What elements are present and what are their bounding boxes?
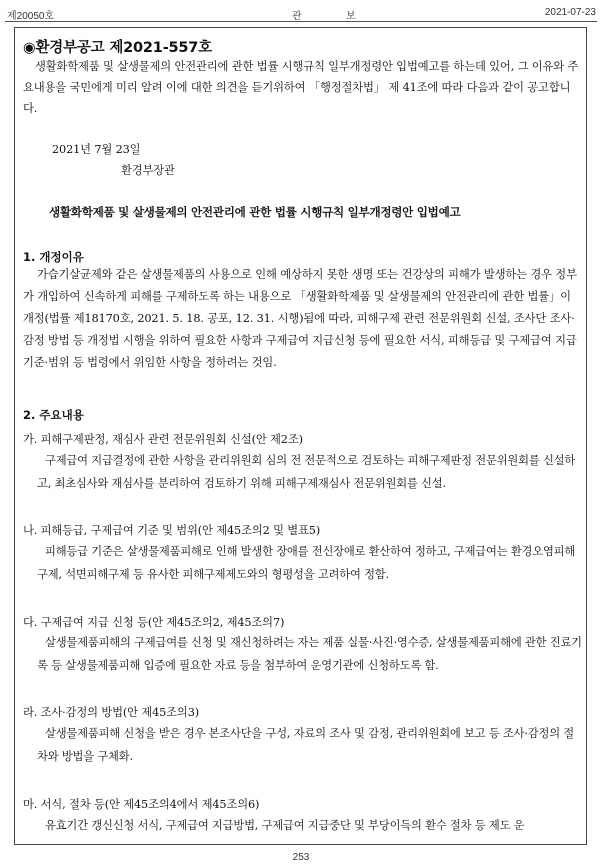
- notice-frame: [14, 27, 587, 845]
- item-text-b: 피해등급 기준은 살생물제품피해로 인해 발생한 장애를 전신장애로 환산하여 정하고, 구제급여는 환경오염피해구제, 석면피해구제 등 유사한 피해구제제도와의 형평성을 고려하여 정함.: [37, 545, 576, 581]
- header-center-2: 보: [346, 11, 356, 22]
- header-divider: [5, 21, 597, 22]
- item-title-c: 다. 구제급여 지급 신청 등(안 제45조의2, 제45조의7): [23, 616, 285, 629]
- section-heading-main: 2. 주요내용: [23, 408, 84, 422]
- item-text-c: 살생물제품피해의 구제급여를 신청 및 재신청하려는 자는 제품 실물·사진·영수증, 살생물제품피해에 관한 진료기록 등 살생물제품피해 입증에 필요한 자료 등을 첨부하여 운영기관에 신청하도록 함.: [37, 636, 582, 672]
- notice-title: ◉환경부공고 제2021-557호: [23, 40, 212, 56]
- legal-title: 생활화학제품 및 살생물제의 안전관리에 관한 법률 시행규칙 일부개정령안 입법예고: [49, 205, 461, 219]
- issue-date: 2021-07-23: [544, 7, 596, 18]
- item-text-a: 구제급여 지급결정에 관한 사항을 관리위원회 심의 전 전문적으로 검토하는 피해구제판정 전문위원회를 신설하고, 최초심사와 재심사를 분리하여 검토하기 위해 피해구제재심사 전문위원회를 신설.: [37, 454, 576, 490]
- section-text-reason: 가습기살균제와 같은 살생물제품의 사용으로 인해 예상하지 못한 생명 또는 건강상의 피해가 발생하는 경우 정부가 개입하여 신속하게 피해를 구제하도록 하는 내용으로 「생활화학제품 및 살생물제의 안전관리에 관한 법률」이 개정(법률 제18170호, 2021. 5. 18. 공포, 12. 31. 시행)됨에 따라, 피해구제 관련 전문위원회 신설, 조사단 조사·감정 방법 등 개정법 시행을 위하여 필요한 사항과 구제급여 지급신청 등에 필요한 서식, 피해등급 및 구제급여 지급 기준·범위 등 법령에서 위임한 사항을 정하려는 것임.: [23, 268, 577, 369]
- page-header: [0, 0, 602, 22]
- notice-intro: 생활화학제품 및 살생물제의 안전관리에 관한 법률 시행규칙 일부개정령안 입법예고를 하는데 있어, 그 이유와 주요내용을 국민에게 미리 알려 이에 대한 의견을 듣기위하여 「행정절차법」 제 41조에 따라 다음과 같이 공고합니다.: [23, 60, 579, 115]
- section-heading-reason: 1. 개정이유: [23, 250, 84, 264]
- item-text-d: 살생물제품피해 신청을 받은 경우 본조사단을 구성, 자료의 조사 및 감정, 관리위원회에 보고 등 조사·감정의 절차와 방법을 구체화.: [37, 727, 575, 763]
- item-text-e: 유효기간 갱신신청 서식, 구제급여 지급방법, 구제급여 지급중단 및 부당이득의 환수 절차 등 제도 운: [45, 819, 525, 832]
- header-center-1: 관: [292, 11, 302, 22]
- notice-date: 2021년 7월 23일: [52, 143, 141, 156]
- notice-issuer: 환경부장관: [121, 164, 175, 177]
- item-title-b: 나. 피해등급, 구제급여 기준 및 범위(안 제45조의2 및 별표5): [23, 524, 321, 537]
- issue-number: 제20050호: [7, 11, 55, 22]
- item-title-d: 라. 조사·감정의 방법(안 제45조의3): [23, 706, 199, 719]
- item-title-e: 마. 서식, 절차 등(안 제45조의4에서 제45조의6): [23, 798, 260, 811]
- item-title-a: 가. 피해구제판정, 재심사 관련 전문위원회 신설(안 제2조): [23, 433, 303, 446]
- page-number: 253: [292, 852, 310, 863]
